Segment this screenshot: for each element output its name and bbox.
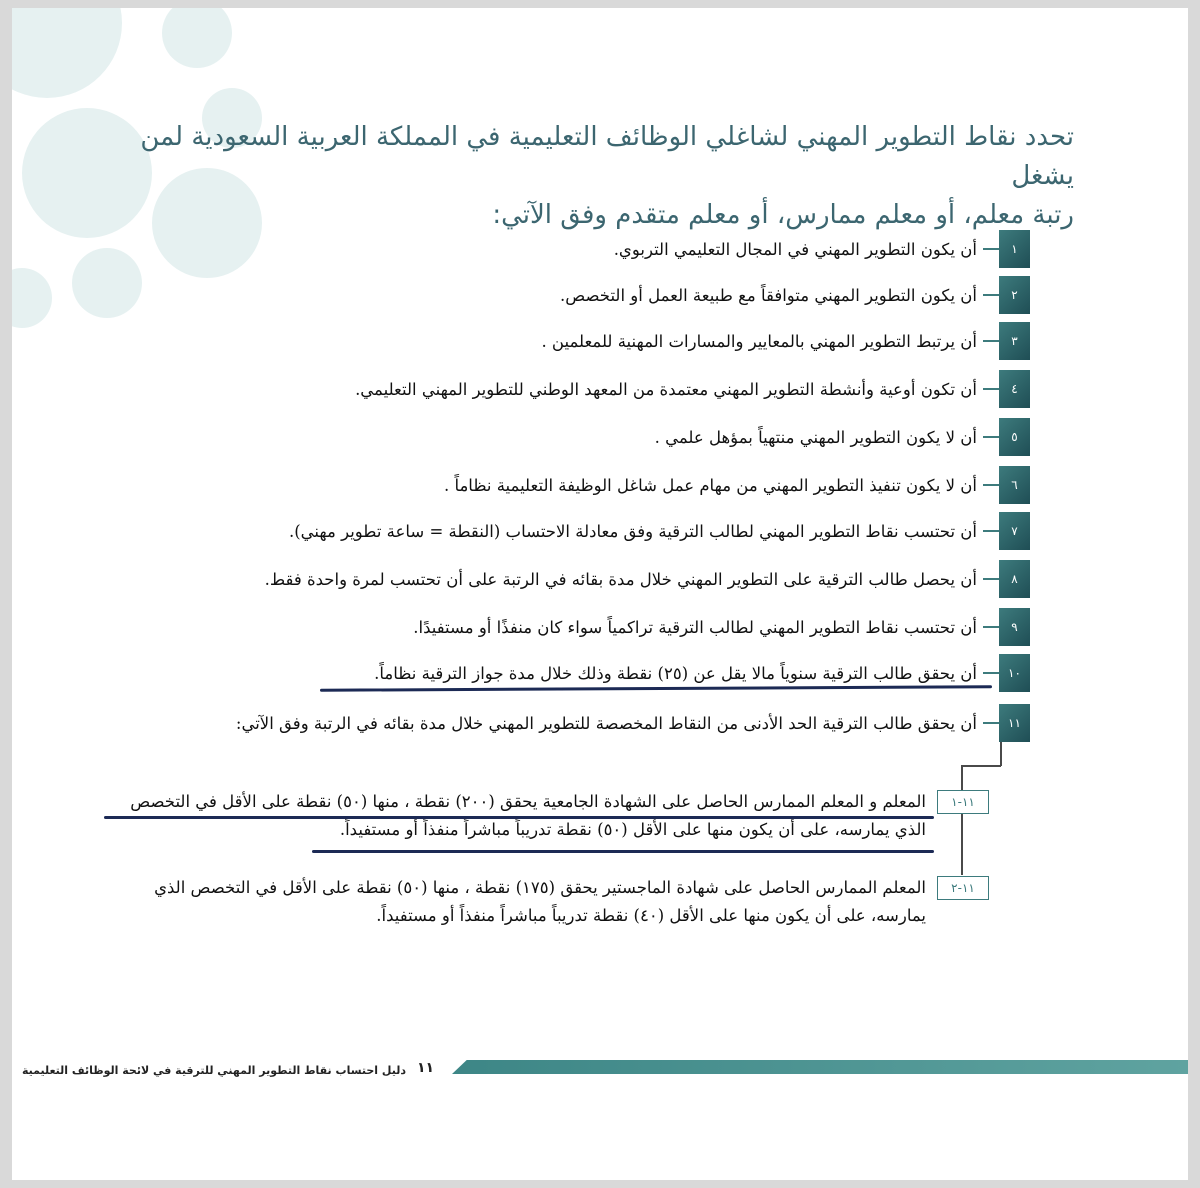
subitem-number-badge: ١١-٢ <box>937 876 989 900</box>
item-text: أن يحصل طالب الترقية على التطوير المهني خلال مدة بقائه في الرتبة على أن تحتسب لمرة واحدة فقط. <box>264 569 977 589</box>
decorative-circle <box>12 8 122 98</box>
item-number-badge: ٩ <box>999 608 1030 646</box>
item-text: أن يحقق طالب الترقية سنوياً مالا يقل عن (٢٥) نقطة وذلك خلال مدة جواز الترقية نظاماً. <box>374 663 977 683</box>
item-number-badge: ١ <box>999 230 1030 268</box>
document-page <box>12 8 1188 1180</box>
subitem-line-1: المعلم و المعلم الممارس الحاصل على الشهادة الجامعية يحقق (٢٠٠) نقطة ، منها (٥٠) نقطة على الأقل في التخصص <box>130 792 926 811</box>
footer-title: دليل احتساب نقاط التطوير المهني للترقية في لائحة الوظائف التعليمية <box>21 1064 406 1077</box>
list-item <box>413 608 1030 646</box>
item-number-badge: ٦ <box>999 466 1030 504</box>
subitem-line-2: الذي يمارسه، على أن يكون منها على الأقل (٥٠) نقطة تدريباً مباشراً منفذاً أو مستفيداً. <box>339 820 926 839</box>
item-number-badge: ٢ <box>999 276 1030 314</box>
item-connector <box>983 248 999 250</box>
item-connector <box>983 530 999 532</box>
item-connector <box>983 388 999 390</box>
tree-connector <box>961 765 1001 767</box>
item-text: أن يرتبط التطوير المهني بالمعايير والمسارات المهنية للمعلمين . <box>541 331 977 351</box>
list-item <box>265 560 1030 598</box>
item-text: أن تحتسب نقاط التطوير المهني لطالب الترقية تراكمياً سواء كان منفذًا أو مستفيدًا. <box>413 617 977 637</box>
item-connector <box>983 722 999 724</box>
item-text: أن لا يكون التطوير المهني منتهياً بمؤهل علمي . <box>654 427 977 447</box>
item-number-badge: ٣ <box>999 322 1030 360</box>
item-number-badge: ٧ <box>999 512 1030 550</box>
decorative-circle <box>72 248 142 318</box>
item-connector <box>983 294 999 296</box>
item-number-badge: ١١ <box>999 704 1030 742</box>
tree-connector <box>1000 742 1002 766</box>
item-text: أن تحتسب نقاط التطوير المهني لطالب الترقية وفق معادلة الاحتساب (النقطة = ساعة تطوير مهني). <box>288 521 977 541</box>
item-text: أن لا يكون تنفيذ التطوير المهني من مهام عمل شاغل الوظيفة التعليمية نظاماً . <box>443 475 977 495</box>
item-number-badge: ٥ <box>999 418 1030 456</box>
item-number-badge: ٨ <box>999 560 1030 598</box>
decorative-circle <box>162 8 232 68</box>
footer-bar <box>452 1060 1188 1074</box>
subitem-number-badge: ١١-١ <box>937 790 989 814</box>
item-connector <box>983 436 999 438</box>
item-number-badge: ١٠ <box>999 654 1030 692</box>
list-item <box>289 512 1030 550</box>
subitem-line-2: يمارسه، على أن يكون منها على الأقل (٤٠) نقطة تدريباً مباشراً منفذاً أو مستفيداً. <box>376 906 926 925</box>
list-item <box>236 704 1030 742</box>
list-item <box>355 370 1030 408</box>
highlight-underline <box>104 816 934 819</box>
page-number: ١١ <box>417 1060 435 1076</box>
subitem-text <box>86 874 926 930</box>
item-text: أن يحقق طالب الترقية الحد الأدنى من النقاط المخصصة للتطوير المهني خلال مدة بقائه في الرتبة وفق الآتي: <box>235 713 977 733</box>
item-connector <box>983 578 999 580</box>
intro-line-2: رتبة معلم، أو معلم ممارس، أو معلم متقدم وفق الآتي: <box>492 200 1074 230</box>
list-item <box>444 466 1030 504</box>
list-item <box>655 418 1030 456</box>
item-text: أن يكون التطوير المهني متوافقاً مع طبيعة العمل أو التخصص. <box>560 285 977 305</box>
item-connector <box>983 672 999 674</box>
highlight-underline <box>312 850 934 853</box>
item-connector <box>983 484 999 486</box>
item-connector <box>983 626 999 628</box>
intro-heading <box>94 118 1074 235</box>
item-connector <box>983 340 999 342</box>
list-item <box>560 276 1030 314</box>
subitem-line-1: المعلم الممارس الحاصل على شهادة الماجستير يحقق (١٧٥) نقطة ، منها (٥٠) نقطة على الأقل في التخصص الذي <box>154 878 926 897</box>
tree-connector <box>961 765 963 875</box>
list-item <box>614 230 1030 268</box>
item-number-badge: ٤ <box>999 370 1030 408</box>
decorative-circle <box>12 268 52 328</box>
list-item <box>541 322 1030 360</box>
item-text: أن تكون أوعية وأنشطة التطوير المهني معتمدة من المعهد الوطني للتطوير المهني التعليمي. <box>355 379 977 399</box>
item-text: أن يكون التطوير المهني في المجال التعليمي التربوي. <box>613 239 977 259</box>
intro-line-1: تحدد نقاط التطوير المهني لشاغلي الوظائف التعليمية في المملكة العربية السعودية لمن يشغل <box>140 122 1074 191</box>
